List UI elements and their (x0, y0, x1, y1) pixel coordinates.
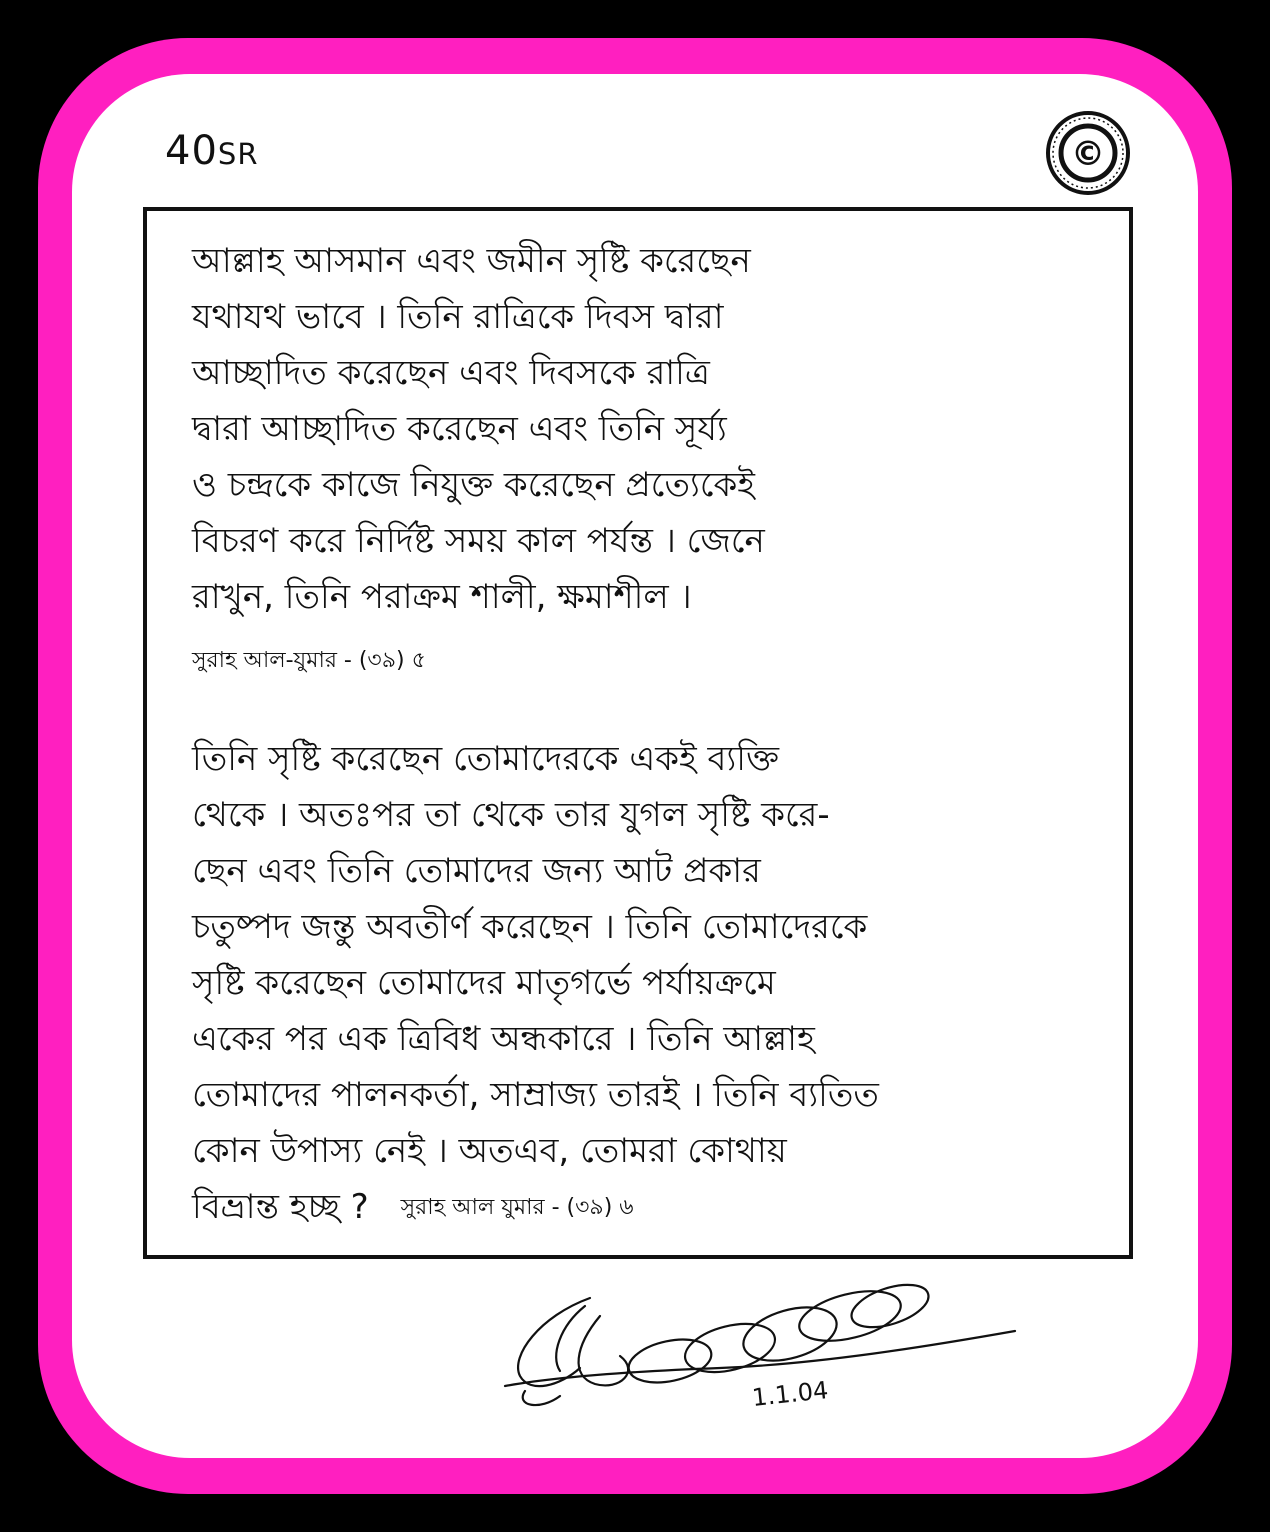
passage-2-line: তিনি সৃষ্টি করেছেন তোমাদেরকে একই ব্যক্তি (192, 739, 780, 779)
passage-1-line: ও চন্দ্রকে কাজে নিযুক্ত করেছেন প্রত্যেকেই (192, 465, 755, 505)
passage-2-line: তোমাদের পালনকর্তা, সাম্রাজ্য তারই । তিনি ব্যতিত (192, 1075, 879, 1115)
copyright-seal-icon (1045, 110, 1131, 196)
passage-2-reference: সুরাহ আল যুমার - (৩৯) ৬ (400, 1195, 634, 1220)
signature-date: 1.1.04 (750, 1376, 830, 1412)
passage-1-line: আল্লাহ আসমান এবং জমীন সৃষ্টি করেছেন (192, 241, 751, 281)
passage-2-line: বিভ্রান্ত হচ্ছ ? (192, 1187, 369, 1227)
passage-2-line: থেকে । অতঃপর তা থেকে তার যুগল সৃষ্টি করে- (192, 795, 830, 835)
page-code-suffix: SR (217, 137, 259, 171)
passage-1 (192, 233, 1112, 625)
passage-2 (192, 731, 1112, 1235)
copyright-symbol: © (1071, 134, 1105, 174)
passage-1-line: যথাযথ ভাবে । তিনি রাত্রিকে দিবস দ্বারা (192, 297, 724, 337)
passage-1-reference: সুরাহ আল-যুমার - (৩৯) ৫ (192, 648, 426, 673)
passage-2-line: সৃষ্টি করেছেন তোমাদের মাতৃগর্ভে পর্যায়ক্রমে (192, 963, 776, 1003)
passage-1-line: রাখুন, তিনি পরাক্রম শালী, ক্ষমাশীল । (192, 577, 692, 617)
page-code (165, 128, 258, 174)
passage-2-line: চতুষ্পদ জন্তু অবতীর্ণ করেছেন । তিনি তোমাদেরকে (192, 907, 868, 947)
passage-2-line: একের পর এক ত্রিবিধ অন্ধকারে । তিনি আল্লাহ (192, 1019, 815, 1059)
passage-1-line: আচ্ছাদিত করেছেন এবং দিবসকে রাত্রি (192, 353, 710, 393)
passage-2-line: ছেন এবং তিনি তোমাদের জন্য আট প্রকার (192, 851, 761, 891)
passage-2-line: কোন উপাস্য নেই । অতএব, তোমরা কোথায় (192, 1131, 787, 1171)
text-box (143, 207, 1133, 1259)
page-code-number: 40 (165, 128, 218, 174)
passage-2-last-line (192, 1179, 1112, 1235)
passage-1-line: দ্বারা আচ্ছাদিত করেছেন এবং তিনি সূর্য্য (192, 409, 727, 449)
passage-1-line: বিচরণ করে নির্দিষ্ট সময় কাল পর্যন্ত । জেনে (192, 521, 765, 561)
